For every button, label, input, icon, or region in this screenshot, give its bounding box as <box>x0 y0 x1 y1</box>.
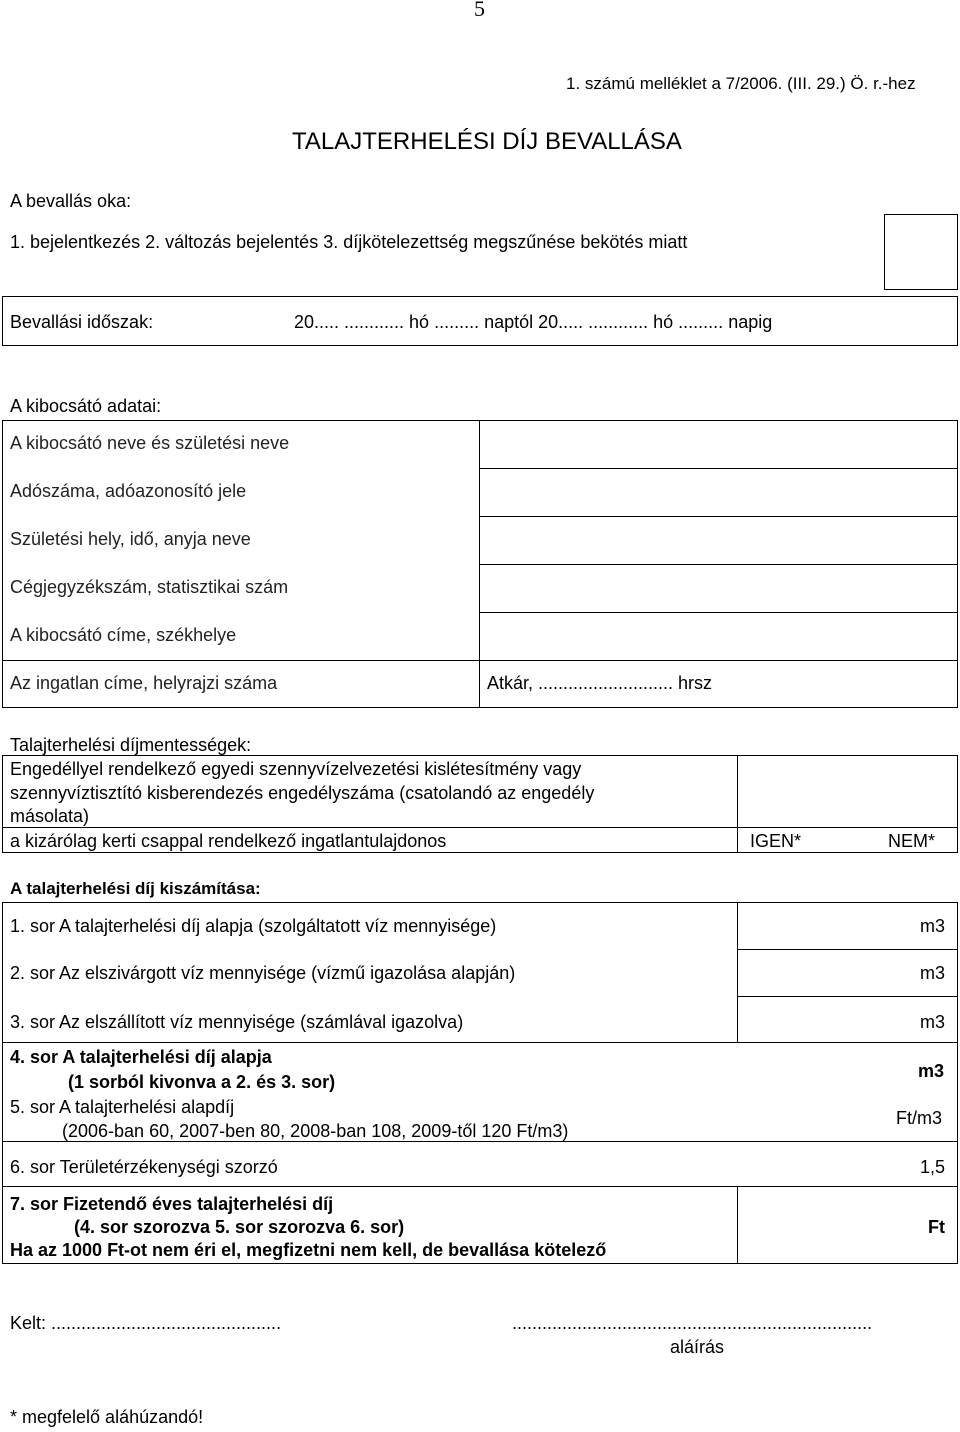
yes-option[interactable]: IGEN* <box>750 831 802 851</box>
period-label: Bevallási időszak: <box>10 312 154 332</box>
date-place-field[interactable]: Kelt: .............................................. <box>10 1313 282 1333</box>
calc-row4-line2: (1 sorból kivonva a 2. és 3. sor) <box>68 1072 336 1092</box>
calc-row7-unit: Ft <box>928 1217 945 1237</box>
calc-row1-unit: m3 <box>920 916 946 936</box>
emitter-label-company: Cégjegyzékszám, statisztikai szám <box>10 577 289 597</box>
signature-line[interactable]: ........................................................................ <box>512 1313 873 1333</box>
permit-text-line2: szennyvíztisztító kisberendezés engedélyszáma (csatolandó az engedély <box>10 783 595 803</box>
calc-row7-line1: 7. sor Fizetendő éves talajterhelési díj <box>10 1194 334 1214</box>
page-title: TALAJTERHELÉSI DÍJ BEVALLÁSA <box>292 128 682 155</box>
permit-text-line3: másolata) <box>10 806 90 826</box>
signature-label: aláírás <box>670 1337 725 1357</box>
no-option[interactable]: NEM* <box>888 831 936 851</box>
emitter-label-address: A kibocsátó címe, székhelye <box>10 625 237 645</box>
calc-row6-label: 6. sor Területérzékenységi szorzó <box>10 1157 278 1177</box>
emitter-label-tax: Adószáma, adóazonosító jele <box>10 481 247 501</box>
emitter-label-property: Az ingatlan címe, helyrajzi száma <box>10 673 278 693</box>
reason-options: 1. bejelentkezés 2. változás bejelentés 3. díjkötelezettség megszűnése bekötés miatt <box>10 232 688 252</box>
calc-row2-unit: m3 <box>920 963 946 983</box>
calc-row5-line1: 5. sor A talajterhelési alapdíj <box>10 1097 235 1117</box>
period-value[interactable]: 20..... ............ hó ......... naptól 20..... ............ hó ......... napig <box>294 312 773 332</box>
calculation-heading: A talajterhelési díj kiszámítása: <box>10 879 261 898</box>
permit-text-line1: Engedéllyel rendelkező egyedi szennyvízelvezetési kislétesítmény vagy <box>10 759 582 779</box>
calc-row6-value: 1,5 <box>920 1157 946 1177</box>
calc-row4-line1: 4. sor A talajterhelési díj alapja <box>10 1047 272 1067</box>
calc-row1-label: 1. sor A talajterhelési díj alapja (szolgáltatott víz mennyisége) <box>10 916 497 936</box>
emitter-label-name: A kibocsátó neve és születési neve <box>10 433 290 453</box>
calc-row3-unit: m3 <box>920 1012 946 1032</box>
calc-row2-label: 2. sor Az elszivárgott víz mennyisége (vízmű igazolása alapján) <box>10 963 516 983</box>
calc-row4-unit: m3 <box>918 1061 945 1081</box>
page-number: 5 <box>474 0 485 21</box>
calc-row7-line2: (4. sor szorozva 5. sor szorozva 6. sor) <box>74 1217 405 1237</box>
emitter-label-birth: Születési hely, idő, anyja neve <box>10 529 251 549</box>
emitter-value-property[interactable]: Atkár, ........................... hrsz <box>487 673 713 693</box>
calc-row3-label: 3. sor Az elszállított víz mennyisége (számlával igazolva) <box>10 1012 464 1032</box>
emitter-heading: A kibocsátó adatai: <box>10 396 162 416</box>
reason-label: A bevallás oka: <box>10 191 132 211</box>
footnote: * megfelelő aláhúzandó! <box>10 1407 204 1427</box>
calc-row7-line3: Ha az 1000 Ft-ot nem éri el, megfizetni nem kell, de bevallása kötelező <box>10 1240 607 1260</box>
garden-tap-label: a kizárólag kerti csappal rendelkező ingatlantulajdonos <box>10 831 447 851</box>
exemptions-heading: Talajterhelési díjmentességek: <box>10 735 252 755</box>
calc-row5-line2: (2006-ban 60, 2007-ben 80, 2008-ban 108, 2009-től 120 Ft/m3) <box>62 1121 569 1141</box>
reason-box[interactable] <box>884 214 958 290</box>
annex-note: 1. számú melléklet a 7/2006. (III. 29.) Ö. r.-hez <box>566 74 916 93</box>
calc-row5-unit: Ft/m3 <box>896 1108 943 1128</box>
